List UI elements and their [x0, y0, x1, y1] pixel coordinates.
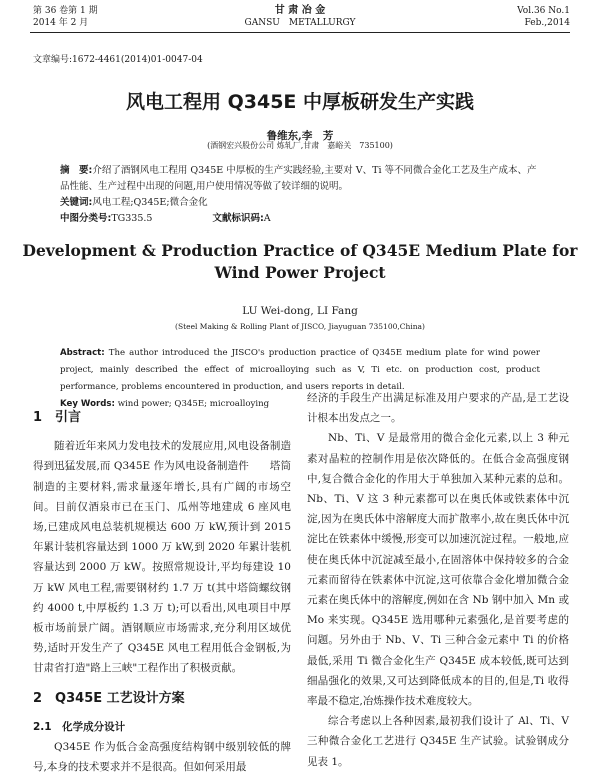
title-en-line2: Wind Power Project — [214, 263, 386, 282]
abstract-cn — [60, 163, 540, 195]
right-paragraph-3: 综合考虑以上各种因素,最初我们设计了 Al、Ti、V 三种微合金化工艺进行 Q345E 生产试验。试验钢成分见表 1。 — [307, 715, 569, 768]
abstract-cn-block — [60, 163, 540, 227]
keywords-cn — [60, 195, 540, 211]
authors-en: LU Wei-dong, LI Fang — [242, 305, 358, 317]
right-paragraph-1: 经济的手段生产出满足标准及用户要求的产品,是工艺设计根本出发点之一。 — [307, 392, 569, 425]
header-date-en: Feb.,2014 — [524, 18, 570, 28]
right-paragraph-2: Nb、Ti、V 是最常用的微合金化元素,以上 3 种元素对晶粒的控制作用是依次降低的。在低合金高强度钢中,复合微合金化的作用大于单独加入某种元素的总和。Nb、Ti、V 这 3 种元素都可以在奥氏体或铁素体中沉淀,因为在奥氏体中溶解度大而扩散率小,故在奥氏体中沉淀比在铁素体中缓慢,形变可以加速沉淀过程。一般地,应使在奥氏体中沉淀减至最小,在固溶体中保持较多的合金元素而留待在铁素体中沉淀,这可依靠合金化增加微合金元素在奥氏体中的溶解度,例如在含 Nb 钢中加入 Mn 或 Mo 来实现。Q345E 选用哪种元素强化,是首要考虑的问题。另外由于 Nb、V、Ti 三种合金元素中 Ti 的价格最低,采用 Ti 微合金化生产 Q345E 成本较低,既可达到细晶强化的效果,又可达到降低成本的目的,但是,Ti 收得率最不稳定,冶炼操作技术难度较大。 — [307, 432, 569, 708]
title-en-line1: Development & Production Practice of Q345E Medium Plate for — [22, 241, 578, 260]
doc-code-value: A — [263, 213, 271, 224]
header-journal-en: GANSU METALLURGY — [244, 18, 356, 28]
header-rule — [30, 32, 570, 33]
abstract-en-text: The author introduced the JISCO's production practice of Q345E medium plate for wind power project, mainly described the effect of microalloying such as V, Ti etc. on production cost, product performance, problems encountered in production, and users reports in detail. — [60, 348, 540, 392]
doc-code-label: 文献标识码: — [212, 213, 264, 224]
keywords-en-text: wind power; Q345E; microalloying — [117, 399, 270, 409]
abstract-en-label: Abstract: — [60, 348, 105, 358]
section-1-paragraph: 随着近年来风力发电技术的发展应用,风电设备制造得到迅猛发展,而 Q345E 作为风电设备制造件 塔筒制造的主要材料,需求量逐年增长,具有广阔的市场空间。目前仅酒泉市已在玉门、瓜州等地建成 6 座风电场,已建成风电总装机规模达 600 万 kW,预计到 2015 年累计装机容量达到 1000 万 kW,到 2020 年累计装机容量达到 2000 万 kW。按照常规设计,平均每建设 10 万 kW 风电工程,需要钢材约 1.7 万 t(其中塔筒螺纹钢约 4000 t,中厚板约 1.3 万 t);可以看出,风电项目中厚板市场前景广阔。酒钢顺应市场需求,充分利用区域优势,适时开发生产了 Q345E 风电工程用低合金钢板,为甘肃省打造"路上三峡"工程作出了积极贡献。 — [33, 440, 291, 675]
abstract-cn-label: 摘 要: — [60, 165, 93, 176]
section-2-title: 2 Q345E 工艺设计方案 — [33, 690, 185, 706]
article-number: 文章编号:1672-4461(2014)01-0047-04 — [33, 55, 203, 65]
keywords-cn-text: 风电工程;Q345E;微合金化 — [92, 197, 208, 208]
authors-cn: 鲁维东,李 芳 — [266, 130, 334, 142]
header-volume: 第 36 卷第 1 期 — [33, 6, 98, 16]
header-date: 2014 年 2 月 — [33, 18, 89, 28]
section-2-1-paragraph: Q345E 作为低合金高强度结构钢中级别较低的牌号,本身的技术要求并不是很高。但如何采用最 — [33, 741, 291, 774]
section-2-1-title: 2.1 化学成分设计 — [33, 720, 126, 733]
abstract-cn-text: 介绍了酒钢风电工程用 Q345E 中厚板的生产实践经验,主要对 V、Ti 等不同微合金化工艺及生产成本、产品性能、生产过程中出现的问题,用户使用情况等做了较详细的说明。 — [60, 165, 537, 192]
affiliation-en: (Steel Making & Rolling Plant of JISCO, Jiayuguan 735100,China) — [175, 322, 425, 331]
class-no-value: TG335.5 — [111, 213, 153, 224]
right-column — [307, 388, 569, 772]
title-cn: 风电工程用 Q345E 中厚板研发生产实践 — [125, 91, 475, 113]
class-no-label: 中图分类号: — [60, 213, 112, 224]
header-volume-en: Vol.36 No.1 — [517, 6, 570, 16]
section-1-title: 1 引言 — [33, 410, 82, 425]
left-column — [33, 398, 291, 777]
keywords-en-label: Key Words: — [60, 399, 115, 409]
keywords-cn-label: 关键词: — [60, 197, 93, 208]
header-journal-cn: 甘 肃 冶 金 — [274, 5, 326, 16]
affiliation-cn: (酒钢宏兴股份公司 炼轧厂,甘肃 嘉峪关 735100) — [207, 141, 393, 150]
classification-line — [60, 211, 540, 227]
